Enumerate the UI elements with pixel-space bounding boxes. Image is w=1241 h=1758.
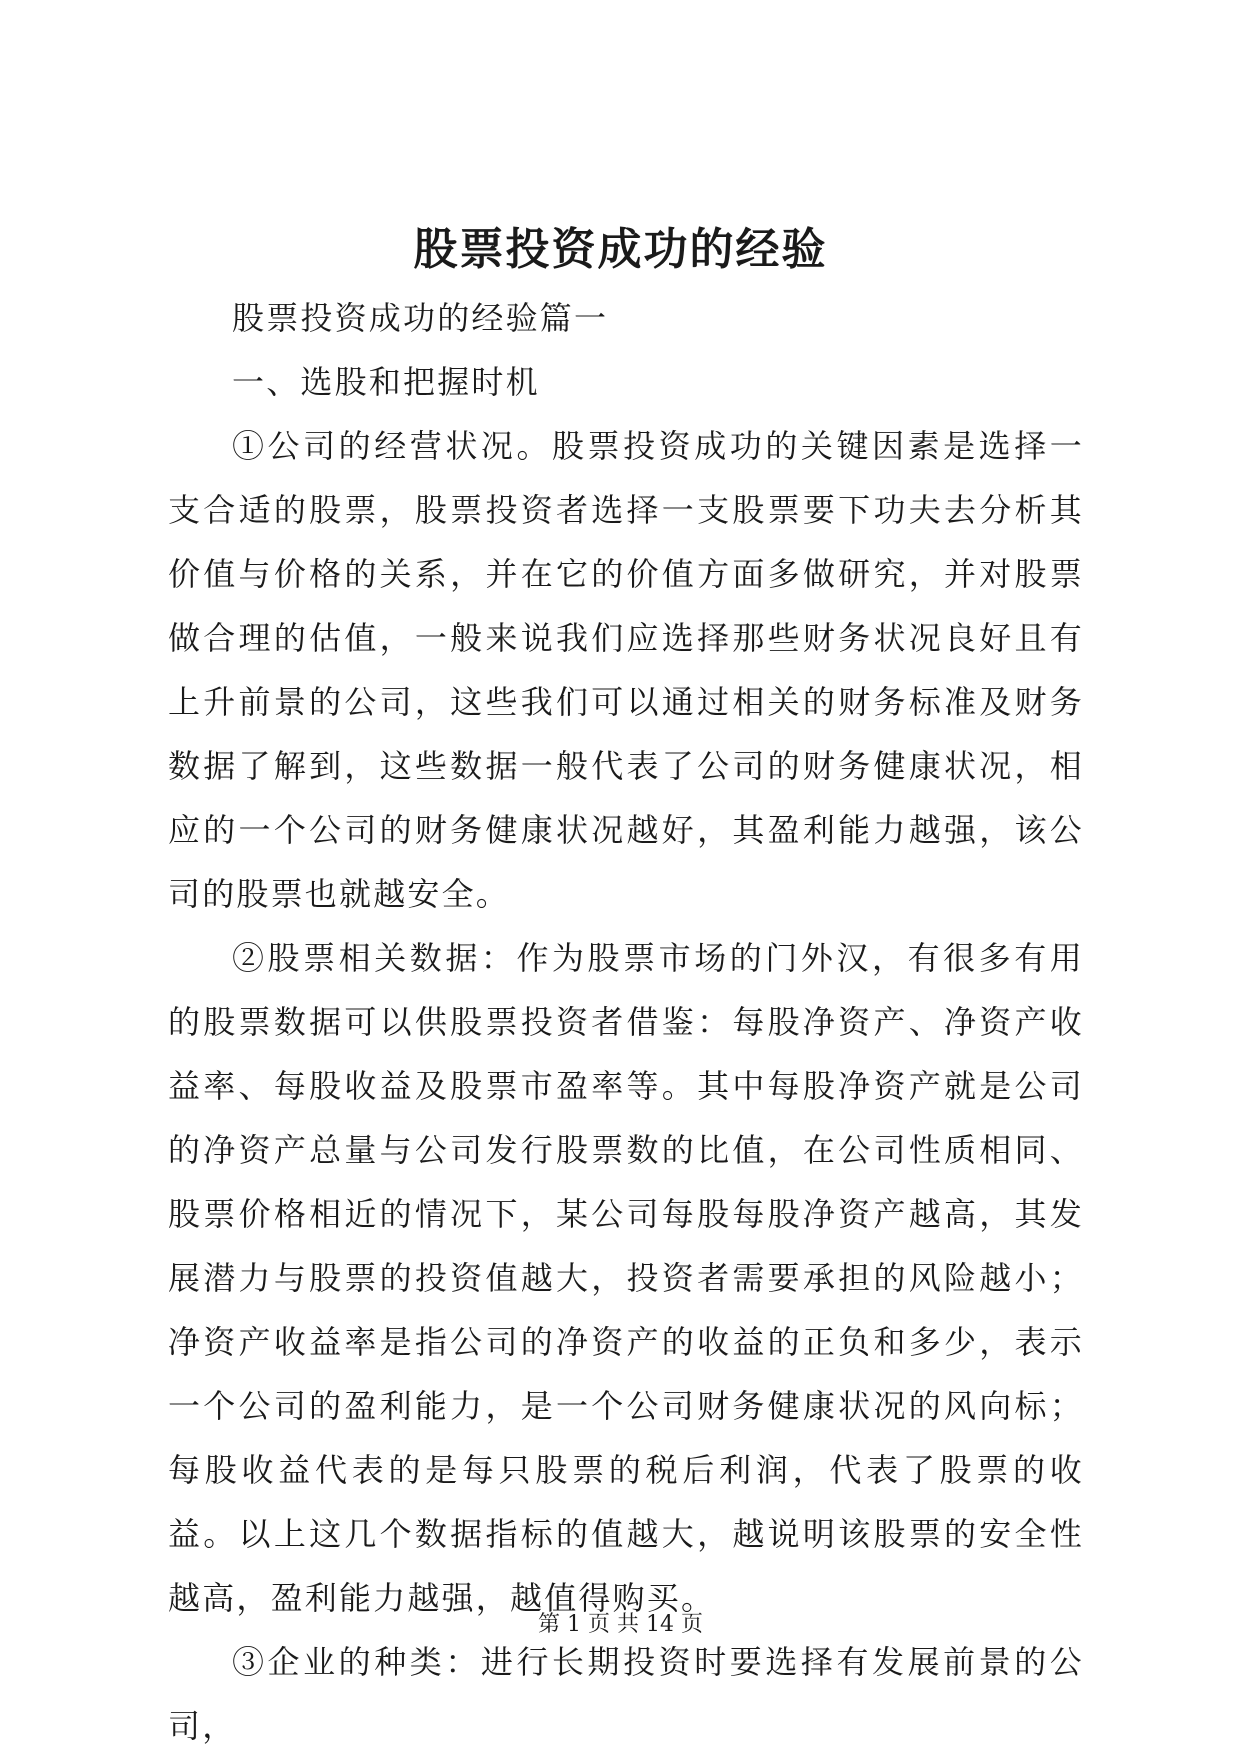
document-title: 股票投资成功的经验 [413, 224, 828, 275]
subsection-heading: 一、选股和把握时机 [232, 363, 540, 401]
paragraph-2: ②股票相关数据：作为股票市场的门外汉，有很多有用的股票数据可以供股票投资者借鉴：每股净资产、净资产收益率、每股收益及股票市盈率等。其中每股净资产就是公司的净资产总量与公司发行股票数的比值，在公司性质相同、股票价格相近的情况下，某公司每股每股净资产越高，其发展潜力与股票的投资值越大，投资者需要承担的风险越小；净资产收益率是指公司的净资产的收益的正负和多少，表示一个公司的盈利能力，是一个公司财务健康状况的风向标；每股收益代表的是每只股票的税后利润，代表了股票的收益。以上这几个数据指标的值越大，越说明该股票的安全性越高，盈利能力越强，越值得购买。 [168, 939, 1084, 1617]
paragraph-1: ①公司的经营状况。股票投资成功的关键因素是选择一支合适的股票，股票投资者选择一支股票要下功夫去分析其价值与价格的关系，并在它的价值方面多做研究，并对股票做合理的估值，一般来说我们应选择那些财务状况良好且有上升前景的公司，这些我们可以通过相关的财务标准及财务数据了解到，这些数据一般代表了公司的财务健康状况，相应的一个公司的财务健康状况越好，其盈利能力越强，该公司的股票也就越安全。 [168, 427, 1084, 913]
paragraph-3: ③企业的种类：进行长期投资时要选择有发展前景的公司， [168, 1643, 1084, 1745]
page-footer: 第 1 页 共 14 页 [538, 1612, 703, 1637]
document-body [168, 286, 1084, 1758]
section-heading: 股票投资成功的经验篇一 [232, 299, 609, 337]
